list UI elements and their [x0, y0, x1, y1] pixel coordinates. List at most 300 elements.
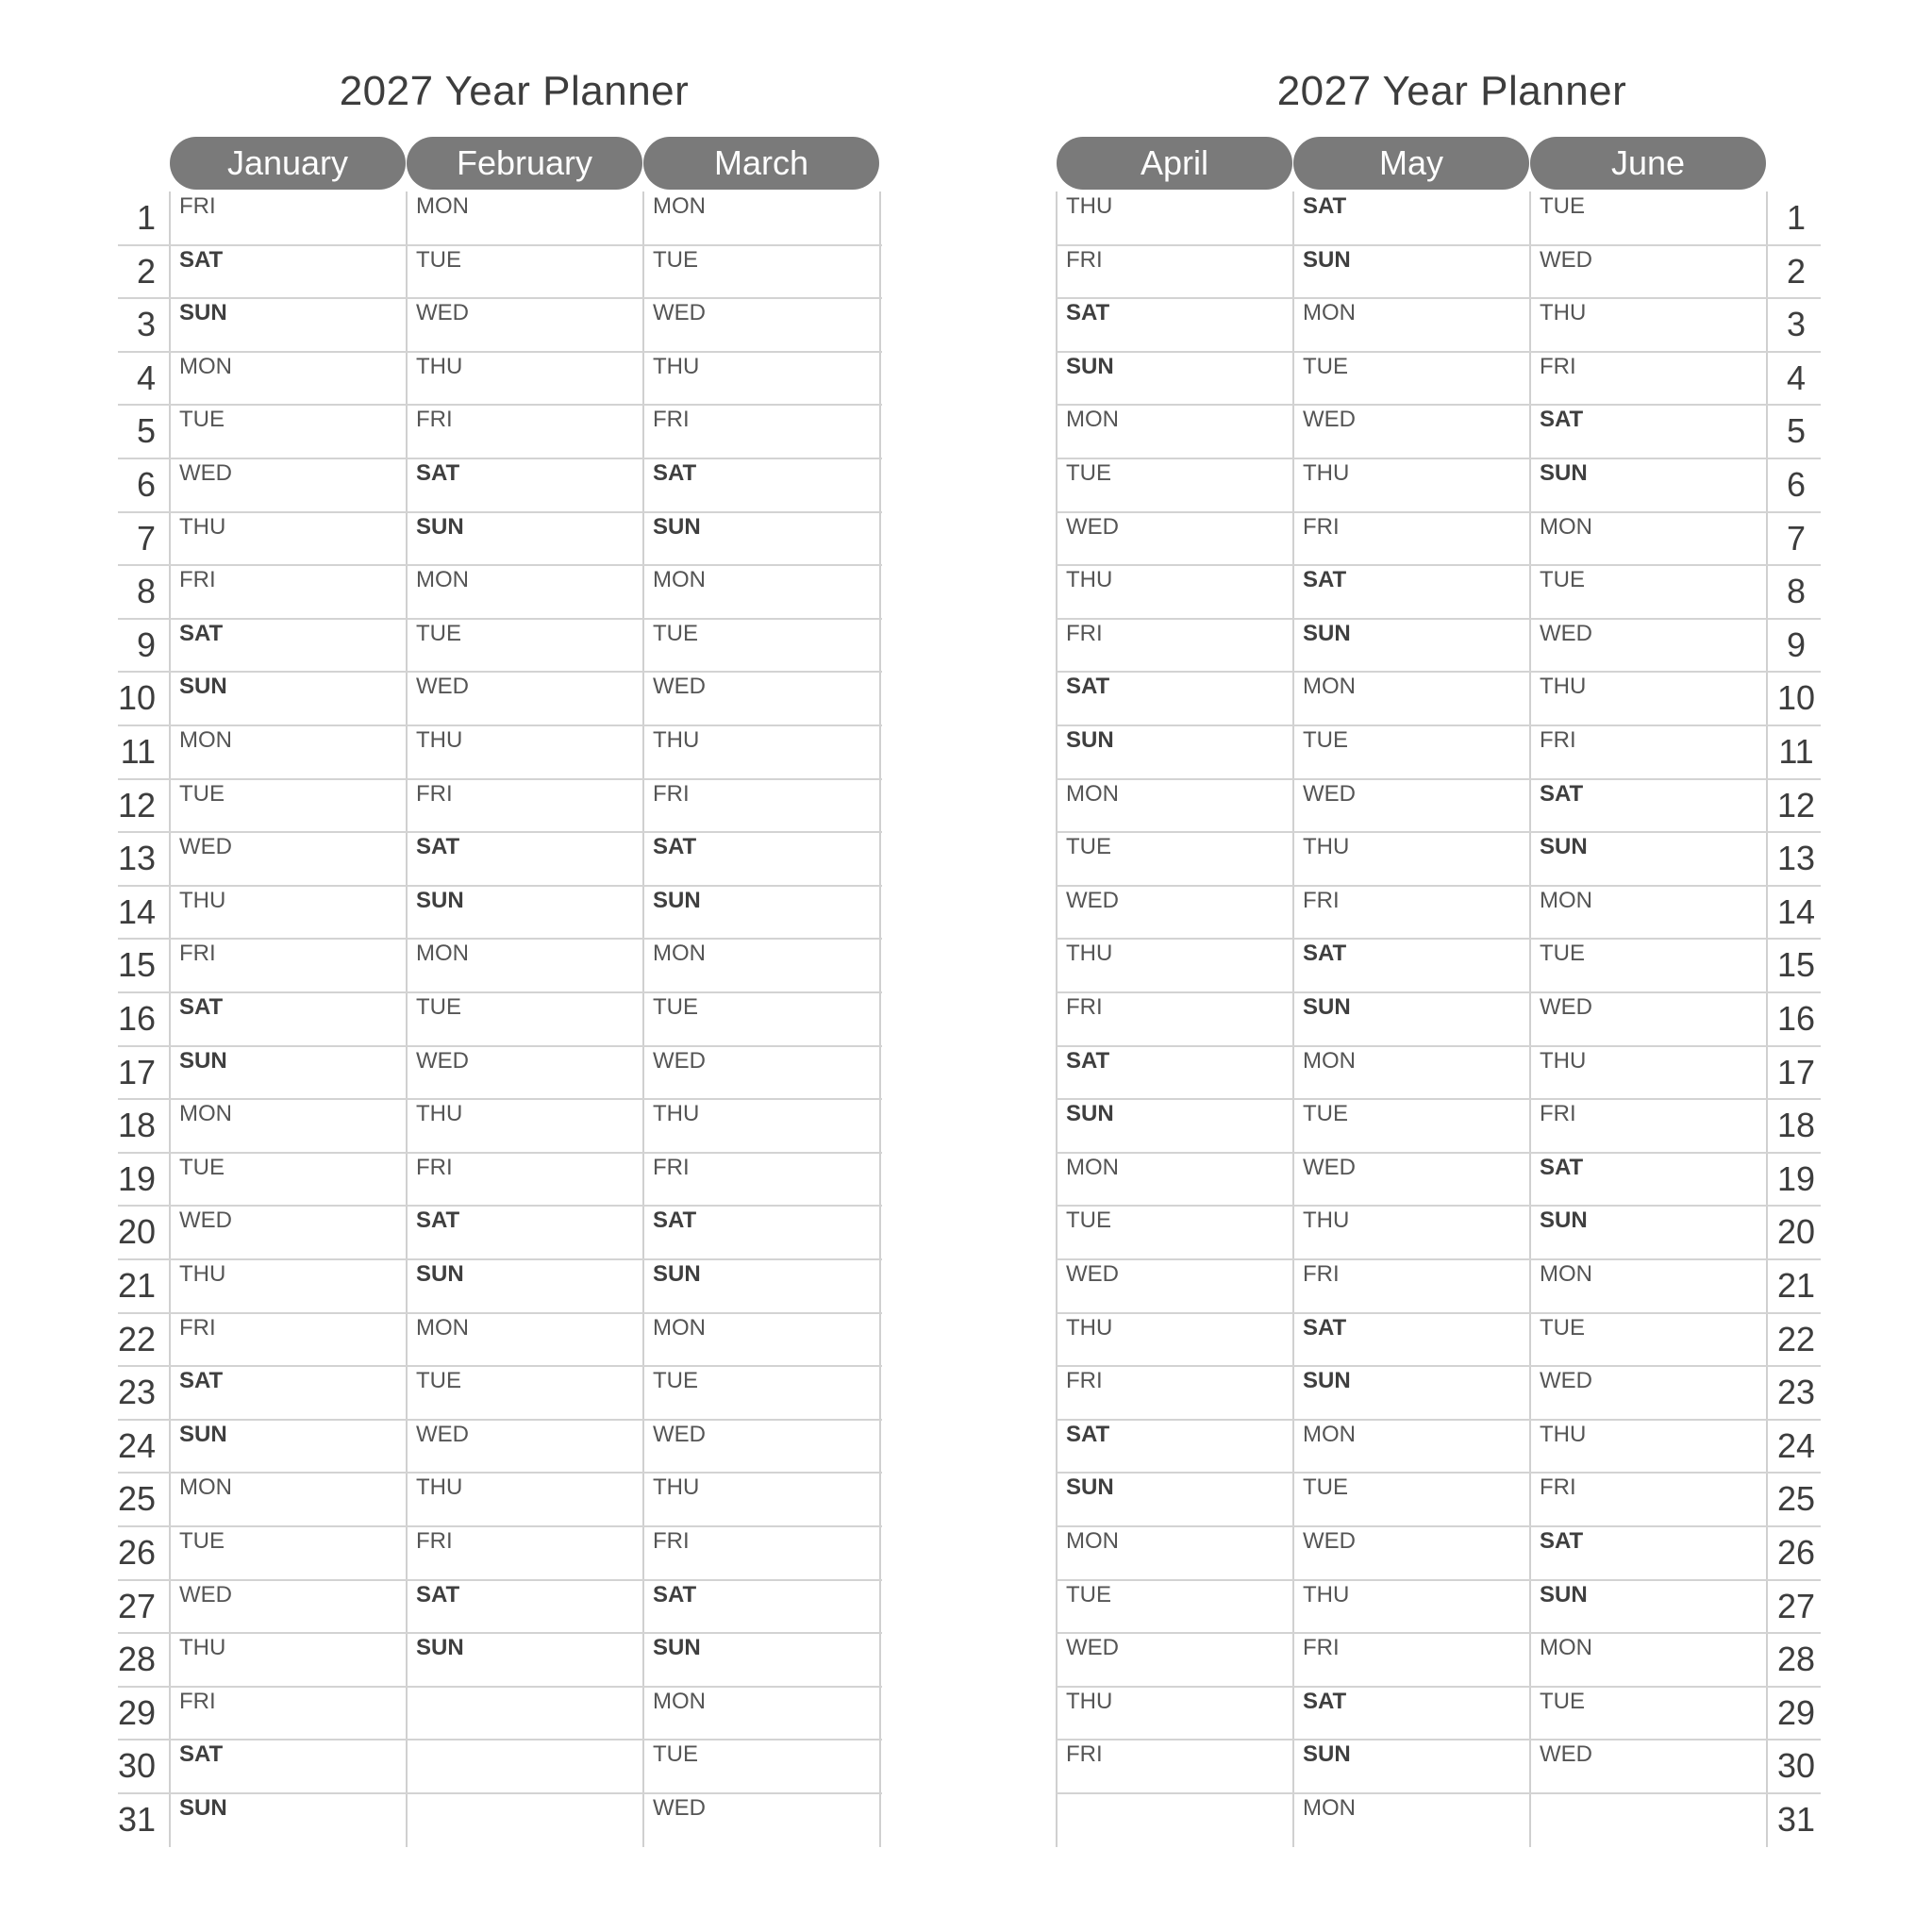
- row-divider: [118, 831, 882, 833]
- weekday-cell: WED: [179, 834, 232, 860]
- weekday-cell: WED: [1540, 994, 1592, 1020]
- weekday-cell: TUE: [179, 1528, 225, 1554]
- row-divider: [118, 1258, 882, 1260]
- day-number: 15: [1776, 945, 1816, 985]
- row-divider: [1057, 618, 1821, 620]
- weekday-cell: THU: [179, 513, 226, 540]
- weekday-cell: FRI: [416, 407, 453, 433]
- row-divider: [118, 671, 882, 673]
- weekday-cell: SUN: [1303, 1741, 1351, 1768]
- weekday-cell: SAT: [179, 1741, 224, 1768]
- day-number: 24: [117, 1425, 156, 1465]
- row-divider: [118, 1312, 882, 1314]
- row-divider: [1057, 297, 1821, 299]
- weekday-cell: THU: [1303, 460, 1350, 486]
- day-number: 24: [1776, 1425, 1816, 1465]
- weekday-cell: MON: [416, 1314, 469, 1341]
- weekday-cell: WED: [1066, 887, 1119, 913]
- day-number: 7: [136, 518, 156, 558]
- weekday-cell: SAT: [416, 460, 460, 486]
- weekday-cell: SUN: [1540, 1581, 1588, 1607]
- row-divider: [1057, 671, 1821, 673]
- weekday-cell: TUE: [1066, 1581, 1111, 1607]
- weekday-cell: SAT: [1540, 407, 1584, 433]
- weekday-cell: THU: [653, 1474, 700, 1501]
- row-divider: [1057, 1312, 1821, 1314]
- day-number: 31: [117, 1800, 156, 1839]
- day-number: 31: [1776, 1800, 1816, 1839]
- weekday-cell: FRI: [653, 1528, 690, 1554]
- weekday-cell: TUE: [1540, 1688, 1585, 1714]
- weekday-cell: WED: [179, 1581, 232, 1607]
- row-divider: [118, 1098, 882, 1100]
- weekday-cell: SAT: [1540, 1528, 1584, 1554]
- weekday-cell: SAT: [416, 834, 460, 860]
- day-number: 29: [1776, 1692, 1816, 1732]
- weekday-cell: FRI: [1303, 1635, 1340, 1661]
- day-number: 27: [117, 1586, 156, 1625]
- weekday-cell: THU: [1066, 193, 1113, 219]
- weekday-cell: TUE: [653, 994, 698, 1020]
- weekday-cell: WED: [416, 674, 469, 700]
- weekday-cell: MON: [653, 567, 706, 593]
- day-number: 20: [1776, 1212, 1816, 1252]
- weekday-cell: SUN: [416, 887, 464, 913]
- row-divider: [118, 991, 882, 993]
- row-divider: [1057, 1205, 1821, 1207]
- row-divider: [118, 1579, 882, 1581]
- weekday-cell: FRI: [1066, 1741, 1103, 1768]
- column-divider: [406, 192, 408, 1847]
- row-divider: [118, 1365, 882, 1367]
- weekday-cell: TUE: [1303, 1474, 1348, 1501]
- weekday-cell: SAT: [1066, 1047, 1110, 1074]
- day-number: 25: [1776, 1479, 1816, 1519]
- weekday-cell: MON: [179, 1474, 232, 1501]
- weekday-cell: WED: [1066, 1635, 1119, 1661]
- weekday-cell: MON: [1066, 1528, 1119, 1554]
- row-divider: [118, 1152, 882, 1154]
- weekday-cell: TUE: [179, 407, 225, 433]
- weekday-cell: WED: [1066, 1261, 1119, 1287]
- weekday-cell: SUN: [179, 1421, 227, 1447]
- weekday-cell: FRI: [1540, 1474, 1576, 1501]
- weekday-cell: THU: [1066, 1314, 1113, 1341]
- weekday-cell: MON: [1303, 1795, 1356, 1821]
- row-divider: [1057, 511, 1821, 513]
- weekday-cell: SAT: [1303, 567, 1347, 593]
- day-number: 3: [1786, 305, 1807, 344]
- weekday-cell: TUE: [1303, 353, 1348, 379]
- column-divider: [879, 192, 881, 1847]
- row-divider: [1057, 1739, 1821, 1740]
- day-number: 11: [1778, 732, 1814, 771]
- weekday-cell: SUN: [653, 887, 701, 913]
- day-number: 22: [117, 1319, 156, 1358]
- month-header-april: April: [1057, 137, 1292, 190]
- weekday-cell: SAT: [1540, 1154, 1584, 1180]
- weekday-cell: SAT: [1303, 1314, 1347, 1341]
- day-number: 5: [1786, 411, 1807, 451]
- weekday-cell: TUE: [416, 246, 461, 273]
- row-divider: [118, 1686, 882, 1688]
- weekday-cell: SAT: [416, 1208, 460, 1234]
- weekday-cell: MON: [179, 353, 232, 379]
- day-number: 19: [1776, 1158, 1816, 1198]
- weekday-cell: SUN: [416, 1635, 464, 1661]
- weekday-cell: SUN: [179, 674, 227, 700]
- row-divider: [118, 724, 882, 726]
- weekday-cell: SAT: [1540, 780, 1584, 807]
- weekday-cell: MON: [653, 1688, 706, 1714]
- weekday-cell: WED: [653, 1421, 706, 1447]
- weekday-cell: FRI: [416, 1154, 453, 1180]
- weekday-cell: TUE: [1066, 834, 1111, 860]
- row-divider: [1057, 458, 1821, 459]
- row-divider: [118, 1632, 882, 1634]
- weekday-cell: THU: [416, 727, 463, 753]
- row-divider: [118, 404, 882, 406]
- weekday-cell: TUE: [1540, 193, 1585, 219]
- column-divider: [1529, 192, 1531, 1847]
- weekday-cell: MON: [416, 941, 469, 967]
- weekday-cell: FRI: [1066, 1368, 1103, 1394]
- weekday-cell: SUN: [179, 300, 227, 326]
- weekday-cell: FRI: [179, 941, 216, 967]
- weekday-cell: SUN: [653, 1635, 701, 1661]
- weekday-cell: THU: [416, 353, 463, 379]
- row-divider: [1057, 564, 1821, 566]
- day-number: 7: [1786, 518, 1807, 558]
- weekday-cell: MON: [1303, 300, 1356, 326]
- column-divider: [1056, 192, 1058, 1847]
- day-number: 30: [1776, 1746, 1816, 1786]
- row-divider: [118, 618, 882, 620]
- day-number: 5: [136, 411, 156, 451]
- weekday-cell: MON: [653, 1314, 706, 1341]
- weekday-cell: SAT: [653, 834, 697, 860]
- row-divider: [1057, 1045, 1821, 1047]
- weekday-cell: MON: [1066, 407, 1119, 433]
- weekday-cell: SUN: [1540, 460, 1588, 486]
- row-divider: [1057, 1525, 1821, 1527]
- weekday-cell: WED: [1540, 620, 1592, 646]
- weekday-cell: FRI: [1066, 246, 1103, 273]
- row-divider: [118, 1045, 882, 1047]
- day-number: 8: [1786, 572, 1807, 611]
- weekday-cell: THU: [653, 1101, 700, 1127]
- day-number: 25: [117, 1479, 156, 1519]
- row-divider: [118, 564, 882, 566]
- day-number: 10: [117, 678, 156, 718]
- weekday-cell: SAT: [653, 460, 697, 486]
- weekday-cell: SAT: [1303, 1688, 1347, 1714]
- weekday-cell: SUN: [1066, 727, 1114, 753]
- weekday-cell: SAT: [1303, 193, 1347, 219]
- weekday-cell: MON: [416, 193, 469, 219]
- weekday-cell: TUE: [416, 994, 461, 1020]
- weekday-cell: FRI: [653, 1154, 690, 1180]
- weekday-cell: TUE: [653, 620, 698, 646]
- month-header-february: February: [407, 137, 642, 190]
- weekday-cell: FRI: [179, 567, 216, 593]
- day-number: 4: [1786, 358, 1807, 397]
- weekday-cell: MON: [1540, 513, 1592, 540]
- day-number: 9: [1786, 625, 1807, 664]
- row-divider: [118, 1419, 882, 1421]
- weekday-cell: SUN: [1066, 1101, 1114, 1127]
- row-divider: [118, 297, 882, 299]
- weekday-cell: SUN: [1540, 1208, 1588, 1234]
- weekday-cell: MON: [179, 727, 232, 753]
- row-divider: [1057, 404, 1821, 406]
- day-number: 11: [120, 732, 156, 771]
- day-number: 18: [117, 1106, 156, 1145]
- row-divider: [1057, 351, 1821, 353]
- day-number: 20: [117, 1212, 156, 1252]
- month-header-may: May: [1293, 137, 1529, 190]
- weekday-cell: SAT: [653, 1581, 697, 1607]
- weekday-cell: WED: [1540, 246, 1592, 273]
- weekday-cell: MON: [653, 193, 706, 219]
- weekday-cell: MON: [1540, 1261, 1592, 1287]
- weekday-cell: TUE: [416, 1368, 461, 1394]
- weekday-cell: SUN: [1066, 1474, 1114, 1501]
- day-number: 16: [1776, 999, 1816, 1038]
- row-divider: [1057, 938, 1821, 940]
- row-divider: [1057, 1579, 1821, 1581]
- weekday-cell: SUN: [416, 513, 464, 540]
- weekday-cell: SUN: [179, 1047, 227, 1074]
- weekday-cell: THU: [653, 727, 700, 753]
- row-divider: [1057, 1792, 1821, 1794]
- row-divider: [1057, 831, 1821, 833]
- row-divider: [1057, 778, 1821, 780]
- weekday-cell: SUN: [653, 513, 701, 540]
- weekday-cell: TUE: [1066, 460, 1111, 486]
- weekday-cell: MON: [1303, 1047, 1356, 1074]
- row-divider: [1057, 724, 1821, 726]
- weekday-cell: THU: [416, 1101, 463, 1127]
- row-divider: [118, 511, 882, 513]
- day-number: 23: [1776, 1373, 1816, 1412]
- row-divider: [1057, 244, 1821, 246]
- weekday-cell: THU: [179, 1635, 226, 1661]
- day-number: 3: [136, 305, 156, 344]
- weekday-cell: THU: [653, 353, 700, 379]
- weekday-cell: THU: [1066, 941, 1113, 967]
- weekday-cell: FRI: [416, 1528, 453, 1554]
- planner-title: 2027 Year Planner: [339, 68, 690, 114]
- row-divider: [118, 1525, 882, 1527]
- weekday-cell: FRI: [1303, 1261, 1340, 1287]
- weekday-cell: WED: [1303, 780, 1356, 807]
- weekday-cell: WED: [653, 674, 706, 700]
- weekday-cell: FRI: [653, 780, 690, 807]
- column-divider: [642, 192, 644, 1847]
- planner-title: 2027 Year Planner: [1276, 68, 1627, 114]
- day-number: 30: [117, 1746, 156, 1786]
- weekday-cell: TUE: [1540, 567, 1585, 593]
- day-number: 17: [1776, 1052, 1816, 1091]
- weekday-cell: WED: [1540, 1741, 1592, 1768]
- row-divider: [1057, 885, 1821, 887]
- row-divider: [118, 938, 882, 940]
- weekday-cell: SUN: [653, 1261, 701, 1287]
- weekday-cell: SAT: [416, 1581, 460, 1607]
- weekday-cell: TUE: [653, 1368, 698, 1394]
- weekday-cell: FRI: [1303, 887, 1340, 913]
- weekday-cell: TUE: [653, 1741, 698, 1768]
- weekday-cell: FRI: [1303, 513, 1340, 540]
- weekday-cell: WED: [1303, 407, 1356, 433]
- weekday-cell: TUE: [1540, 1314, 1585, 1341]
- weekday-cell: WED: [179, 1208, 232, 1234]
- weekday-cell: TUE: [416, 620, 461, 646]
- row-divider: [118, 458, 882, 459]
- day-number: 6: [1786, 465, 1807, 504]
- weekday-cell: SUN: [1303, 246, 1351, 273]
- weekday-cell: FRI: [179, 193, 216, 219]
- weekday-cell: MON: [179, 1101, 232, 1127]
- weekday-cell: SUN: [1303, 1368, 1351, 1394]
- day-number: 1: [136, 198, 156, 237]
- weekday-cell: MON: [653, 941, 706, 967]
- day-number: 12: [1776, 785, 1816, 824]
- weekday-cell: WED: [179, 460, 232, 486]
- weekday-cell: SUN: [1303, 994, 1351, 1020]
- row-divider: [118, 351, 882, 353]
- day-number: 9: [136, 625, 156, 664]
- weekday-cell: THU: [179, 887, 226, 913]
- weekday-cell: WED: [1303, 1528, 1356, 1554]
- day-number: 2: [1786, 251, 1807, 291]
- row-divider: [118, 1472, 882, 1474]
- day-number: 26: [117, 1533, 156, 1572]
- day-number: 15: [117, 945, 156, 985]
- row-divider: [1057, 1258, 1821, 1260]
- row-divider: [1057, 1152, 1821, 1154]
- weekday-cell: WED: [1066, 513, 1119, 540]
- weekday-cell: SAT: [1066, 674, 1110, 700]
- weekday-cell: FRI: [1540, 353, 1576, 379]
- weekday-cell: WED: [653, 300, 706, 326]
- weekday-cell: FRI: [179, 1314, 216, 1341]
- month-header-january: January: [170, 137, 406, 190]
- weekday-cell: THU: [416, 1474, 463, 1501]
- day-number: 29: [117, 1692, 156, 1732]
- weekday-cell: SAT: [179, 246, 224, 273]
- day-number: 22: [1776, 1319, 1816, 1358]
- weekday-cell: FRI: [1066, 620, 1103, 646]
- weekday-cell: THU: [1540, 674, 1587, 700]
- row-divider: [118, 244, 882, 246]
- day-number: 28: [117, 1640, 156, 1679]
- day-number: 26: [1776, 1533, 1816, 1572]
- weekday-cell: MON: [1066, 780, 1119, 807]
- weekday-cell: MON: [1540, 1635, 1592, 1661]
- weekday-cell: TUE: [179, 1154, 225, 1180]
- weekday-cell: THU: [1303, 1208, 1350, 1234]
- weekday-cell: SAT: [179, 620, 224, 646]
- column-divider: [1292, 192, 1294, 1847]
- weekday-cell: THU: [179, 1261, 226, 1287]
- weekday-cell: WED: [1303, 1154, 1356, 1180]
- weekday-cell: TUE: [1303, 1101, 1348, 1127]
- weekday-cell: TUE: [1066, 1208, 1111, 1234]
- weekday-cell: WED: [1540, 1368, 1592, 1394]
- weekday-cell: SUN: [1066, 353, 1114, 379]
- weekday-cell: SAT: [179, 1368, 224, 1394]
- row-divider: [118, 885, 882, 887]
- weekday-cell: TUE: [653, 246, 698, 273]
- day-number: 12: [117, 785, 156, 824]
- weekday-cell: FRI: [179, 1688, 216, 1714]
- weekday-cell: THU: [1303, 834, 1350, 860]
- weekday-cell: TUE: [1303, 727, 1348, 753]
- day-number: 21: [117, 1266, 156, 1305]
- weekday-cell: THU: [1540, 1047, 1587, 1074]
- weekday-cell: SAT: [1066, 300, 1110, 326]
- weekday-cell: THU: [1540, 300, 1587, 326]
- day-number: 6: [136, 465, 156, 504]
- day-number: 13: [1776, 839, 1816, 878]
- weekday-cell: SUN: [416, 1261, 464, 1287]
- weekday-cell: THU: [1066, 1688, 1113, 1714]
- row-divider: [1057, 1365, 1821, 1367]
- row-divider: [1057, 1472, 1821, 1474]
- day-number: 4: [136, 358, 156, 397]
- weekday-cell: WED: [653, 1047, 706, 1074]
- weekday-cell: WED: [416, 300, 469, 326]
- weekday-cell: WED: [416, 1047, 469, 1074]
- day-number: 17: [117, 1052, 156, 1091]
- weekday-cell: THU: [1540, 1421, 1587, 1447]
- row-divider: [1057, 1686, 1821, 1688]
- weekday-cell: FRI: [1540, 727, 1576, 753]
- weekday-cell: THU: [1303, 1581, 1350, 1607]
- row-divider: [118, 778, 882, 780]
- day-number: 10: [1776, 678, 1816, 718]
- weekday-cell: MON: [1066, 1154, 1119, 1180]
- day-number: 23: [117, 1373, 156, 1412]
- weekday-cell: MON: [1540, 887, 1592, 913]
- weekday-cell: THU: [1066, 567, 1113, 593]
- day-number: 27: [1776, 1586, 1816, 1625]
- day-number: 1: [1786, 198, 1807, 237]
- weekday-cell: WED: [416, 1421, 469, 1447]
- day-number: 8: [136, 572, 156, 611]
- weekday-cell: FRI: [653, 407, 690, 433]
- row-divider: [1057, 1632, 1821, 1634]
- weekday-cell: WED: [653, 1795, 706, 1821]
- weekday-cell: TUE: [1540, 941, 1585, 967]
- row-divider: [1057, 1419, 1821, 1421]
- row-divider: [118, 1205, 882, 1207]
- day-number: 14: [117, 891, 156, 931]
- weekday-cell: TUE: [179, 780, 225, 807]
- weekday-cell: FRI: [1540, 1101, 1576, 1127]
- weekday-cell: MON: [416, 567, 469, 593]
- day-number: 14: [1776, 891, 1816, 931]
- month-header-march: March: [643, 137, 879, 190]
- day-number: 2: [136, 251, 156, 291]
- day-number: 21: [1776, 1266, 1816, 1305]
- day-number: 18: [1776, 1106, 1816, 1145]
- weekday-cell: FRI: [416, 780, 453, 807]
- weekday-cell: MON: [1303, 674, 1356, 700]
- weekday-cell: SAT: [179, 994, 224, 1020]
